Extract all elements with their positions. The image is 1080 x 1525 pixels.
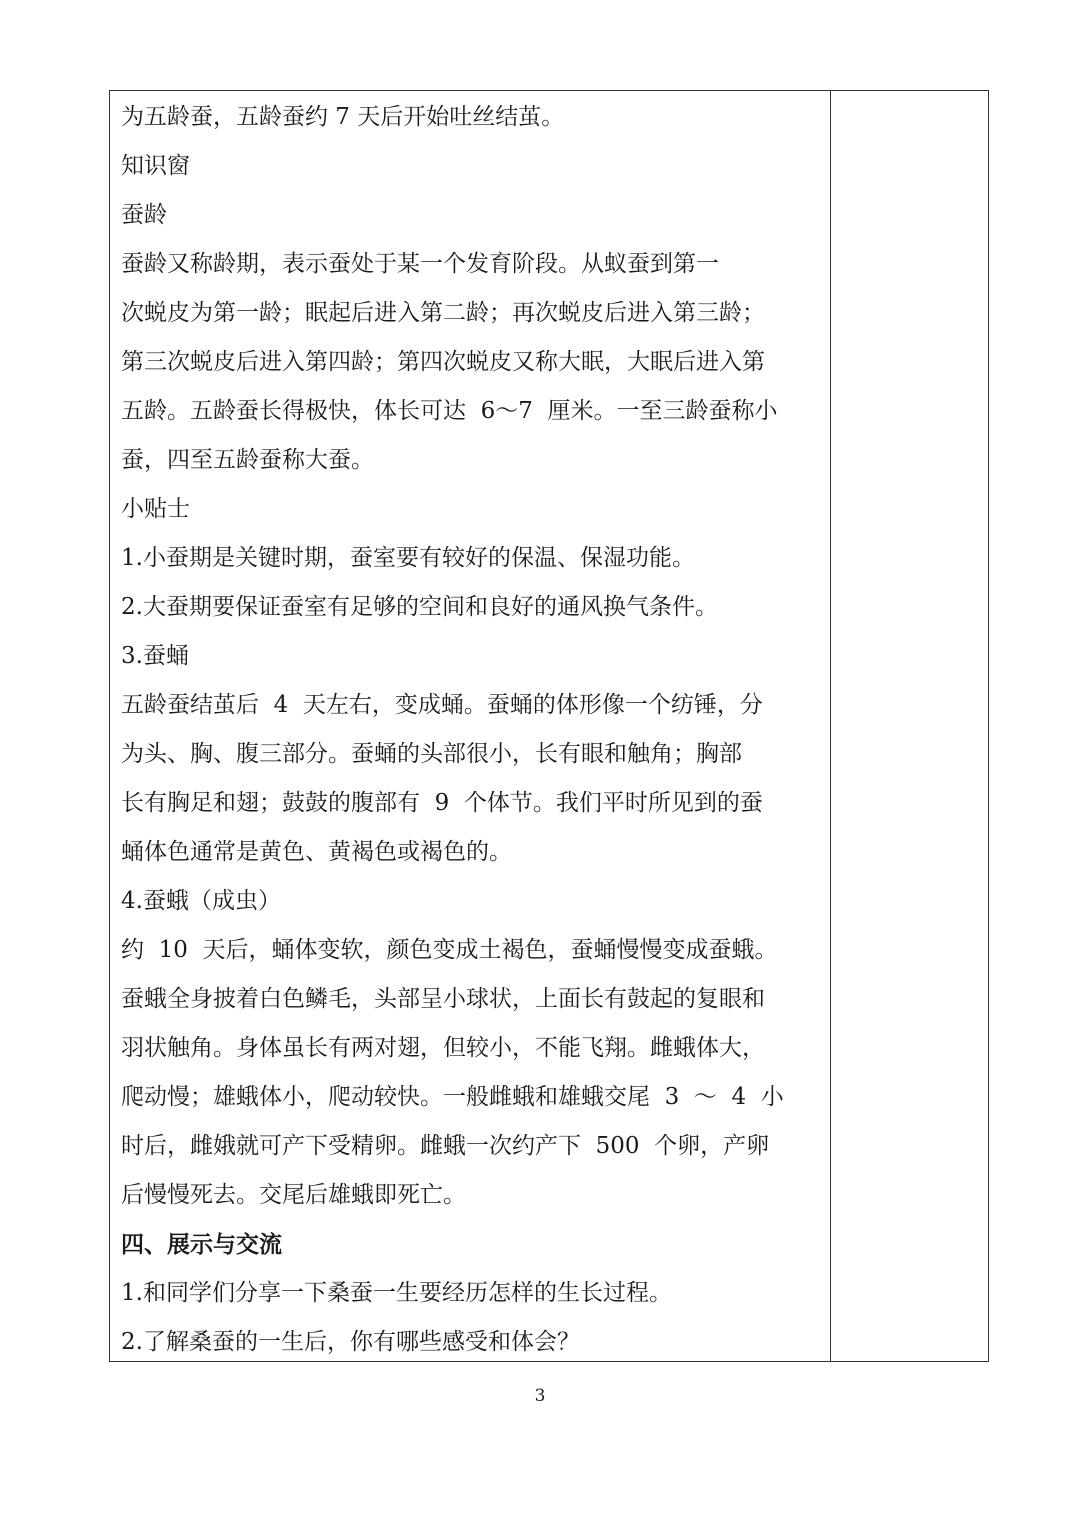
text-line: 第三次蜕皮后进入第四龄；第四次蜕皮又称大眠，大眠后进入第 bbox=[121, 349, 765, 375]
text-line: 羽状触角。身体虽长有两对翅，但较小，不能飞翔。雌蛾体大， bbox=[121, 1035, 765, 1061]
main-cell bbox=[121, 91, 821, 1367]
section-heading-tips: 小贴士 bbox=[121, 496, 190, 522]
subheading-moth: 4.蚕蛾（成虫） bbox=[121, 888, 281, 914]
text-line: 蚕龄又称龄期，表示蚕处于某一个发育阶段。从蚁蚕到第一 bbox=[121, 251, 719, 277]
tip-item: 1.小蚕期是关键时期，蚕室要有较好的保温、保湿功能。 bbox=[121, 545, 695, 571]
question-item: 1.和同学们分享一下桑蚕一生要经历怎样的生长过程。 bbox=[121, 1280, 672, 1306]
text-line: 时后，雌娥就可产下受精卵。雌蛾一次约产下 500 个卵，产卵 bbox=[121, 1133, 770, 1159]
text-line: 五龄蚕结茧后 4 天左右，变成蛹。蚕蛹的体形像一个纺锤，分 bbox=[121, 692, 763, 718]
text-line: 蚕，四至五龄蚕称大蚕。 bbox=[121, 447, 374, 473]
tip-item: 2.大蚕期要保证蚕室有足够的空间和良好的通风换气条件。 bbox=[121, 594, 718, 620]
subheading-pupa: 3.蚕蛹 bbox=[121, 643, 189, 669]
text-line: 后慢慢死去。交尾后雄蛾即死亡。 bbox=[121, 1182, 466, 1208]
page-number: 3 bbox=[534, 1386, 546, 1406]
column-divider bbox=[830, 91, 831, 1361]
text-line: 为头、胸、腹三部分。蚕蛹的头部很小，长有眼和触角；胸部 bbox=[121, 741, 742, 767]
text-line: 五龄。五龄蚕长得极快，体长可达 6～7 厘米。一至三龄蚕称小 bbox=[121, 398, 778, 424]
text-line: 次蜕皮为第一龄；眠起后进入第二龄；再次蜕皮后进入第三龄； bbox=[121, 300, 765, 326]
subheading-silkworm-age: 蚕龄 bbox=[121, 202, 167, 228]
section-heading-knowledge-window: 知识窗 bbox=[121, 153, 190, 179]
content-table bbox=[109, 90, 989, 1362]
text-line: 为五龄蚕，五龄蚕约 7 天后开始吐丝结茧。 bbox=[121, 104, 565, 130]
text-line: 长有胸足和翅；鼓鼓的腹部有 9 个体节。我们平时所见到的蚕 bbox=[121, 790, 763, 816]
text-line: 爬动慢；雄蛾体小，爬动较快。一般雌蛾和雄蛾交尾 3 ～ 4 小 bbox=[121, 1084, 784, 1110]
section-heading-display-exchange: 四、展示与交流 bbox=[121, 1231, 282, 1258]
text-line: 蚕蛾全身披着白色鳞毛，头部呈小球状，上面长有鼓起的复眼和 bbox=[121, 986, 765, 1012]
text-line: 约 10 天后，蛹体变软，颜色变成土褐色，蚕蛹慢慢变成蚕蛾。 bbox=[121, 937, 778, 963]
question-item: 2.了解桑蚕的一生后，你有哪些感受和体会？ bbox=[121, 1329, 580, 1355]
text-line: 蛹体色通常是黄色、黄褐色或褐色的。 bbox=[121, 839, 512, 865]
